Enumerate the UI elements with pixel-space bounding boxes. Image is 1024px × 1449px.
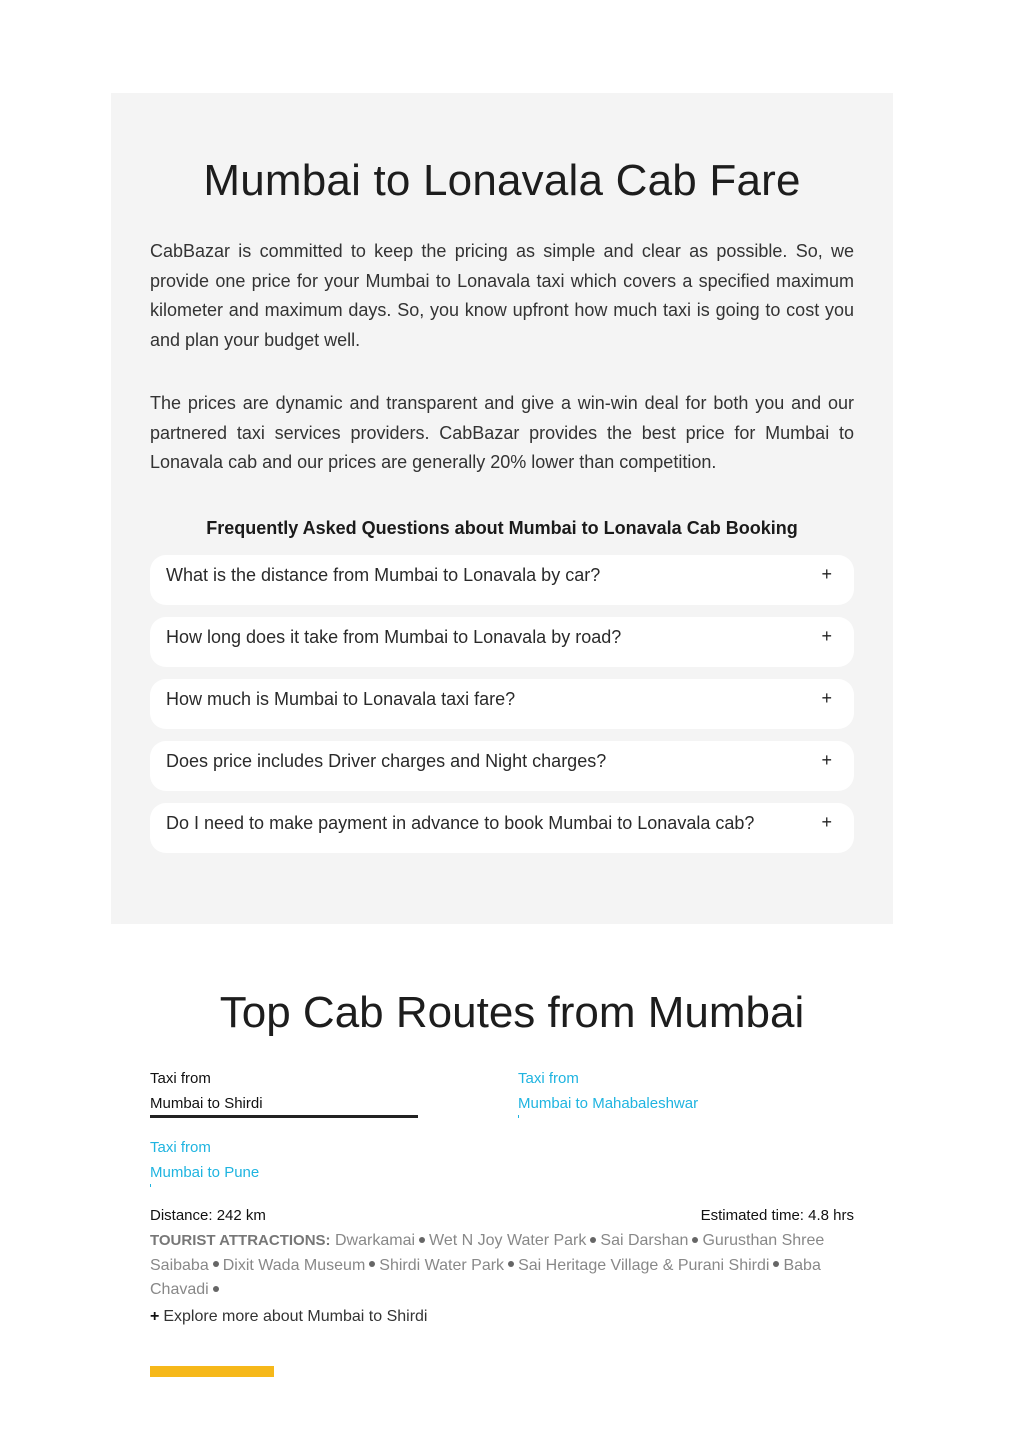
attraction-item: Gurusthan Shree Saibaba — [150, 1232, 825, 1274]
plus-icon: + — [150, 1308, 160, 1325]
bullet-icon — [773, 1261, 779, 1267]
time-info — [701, 1206, 854, 1226]
time-label: Estimated time: — [700, 1207, 804, 1224]
attraction-item: Sai Darshan — [600, 1232, 689, 1249]
faq-question: What is the distance from Mumbai to Lonavala by car? — [166, 564, 601, 585]
time-value: 4.8 hrs — [808, 1207, 854, 1224]
attraction-item: Sai Heritage Village & Purani Shirdi — [518, 1256, 770, 1274]
bullet-icon — [508, 1261, 514, 1267]
faq-list — [150, 555, 854, 853]
routes-title: Top Cab Routes from Mumbai — [219, 988, 805, 1037]
distance-value: 242 km — [216, 1207, 266, 1224]
faq-item-fare[interactable] — [150, 679, 854, 729]
bullet-icon — [213, 1261, 219, 1267]
bullet-icon — [369, 1261, 375, 1267]
tourist-attractions: TOURIST ATTRACTIONS: Dwarkamai Wet N Joy Water Park Sai Darshan Gurusthan Shree Saibaba Dixit Wada Museum Shirdi Water Park Sai Heritage Village & Purani Shirdi Baba Chavadi — [150, 1232, 825, 1298]
fare-title: Mumbai to Lonavala Cab Fare — [203, 156, 801, 205]
tab-label-line1: Taxi from — [150, 1139, 211, 1156]
faq-question: How much is Mumbai to Lonavala taxi fare? — [166, 688, 516, 709]
plus-icon[interactable]: + — [821, 625, 832, 646]
fare-section — [111, 93, 893, 924]
distance-label: Distance: — [150, 1207, 213, 1224]
tab-mumbai-to-shirdi[interactable] — [150, 1066, 263, 1116]
attraction-item: Wet N Joy Water Park — [429, 1232, 587, 1249]
tab-underline — [150, 1184, 151, 1187]
faq-question: How long does it take from Mumbai to Lonavala by road? — [166, 626, 622, 647]
faq-item-distance[interactable] — [150, 555, 854, 605]
plus-icon[interactable]: + — [821, 687, 832, 708]
attractions-label: TOURIST ATTRACTIONS — [150, 1232, 326, 1249]
distance-info — [150, 1206, 266, 1226]
plus-icon[interactable]: + — [821, 811, 832, 832]
tab-mumbai-to-mahabaleshwar[interactable] — [518, 1066, 698, 1116]
faq-item-payment[interactable] — [150, 803, 854, 853]
fare-paragraph-2: The prices are dynamic and transparent and give a win-win deal for both you and our partnered taxi services providers. CabBazar provides the best price for Mumbai to Lonavala cab and our prices are generally 20% lower than competition. — [150, 393, 854, 472]
attraction-item: Baba Chavadi — [150, 1256, 821, 1298]
attraction-item: Shirdi Water Park — [379, 1256, 505, 1274]
explore-more-text: Explore more about Mumbai to Shirdi — [163, 1308, 428, 1325]
bullet-icon — [692, 1237, 698, 1243]
faq-title: Frequently Asked Questions about Mumbai to Lonavala Cab Booking — [206, 517, 798, 538]
attraction-item: Dwarkamai — [335, 1232, 416, 1249]
fare-paragraph-1: CabBazar is committed to keep the pricing as simple and clear as possible. So, we provide one price for your Mumbai to Lonavala taxi which covers a specified maximum kilometer and maximum days. So, you know upfront how much taxi is going to cost you and plan your budget well. — [150, 241, 854, 350]
attraction-item: Dixit Wada Museum — [222, 1256, 366, 1274]
tab-label-line1: Taxi from — [518, 1070, 579, 1087]
tab-mumbai-to-pune[interactable] — [150, 1135, 259, 1185]
tab-label-line2: Mumbai to Mahabaleshwar — [518, 1095, 699, 1112]
faq-item-charges[interactable] — [150, 741, 854, 791]
faq-question: Does price includes Driver charges and Night charges? — [166, 750, 607, 771]
faq-item-duration[interactable] — [150, 617, 854, 667]
tab-label-line1: Taxi from — [150, 1070, 211, 1087]
plus-icon[interactable]: + — [821, 563, 832, 584]
tab-underline — [518, 1115, 519, 1118]
plus-icon[interactable]: + — [821, 749, 832, 770]
explore-more-link[interactable] — [150, 1305, 427, 1329]
accent-bar — [150, 1366, 274, 1377]
faq-question: Do I need to make payment in advance to book Mumbai to Lonavala cab? — [166, 812, 755, 833]
active-tab-underline — [150, 1115, 418, 1118]
bullet-icon — [213, 1286, 219, 1292]
bullet-icon — [419, 1237, 425, 1243]
tab-label-line2: Mumbai to Shirdi — [150, 1095, 263, 1112]
bullet-icon — [590, 1237, 596, 1243]
route-info-row — [150, 1206, 854, 1226]
tab-label-line2: Mumbai to Pune — [150, 1164, 260, 1181]
